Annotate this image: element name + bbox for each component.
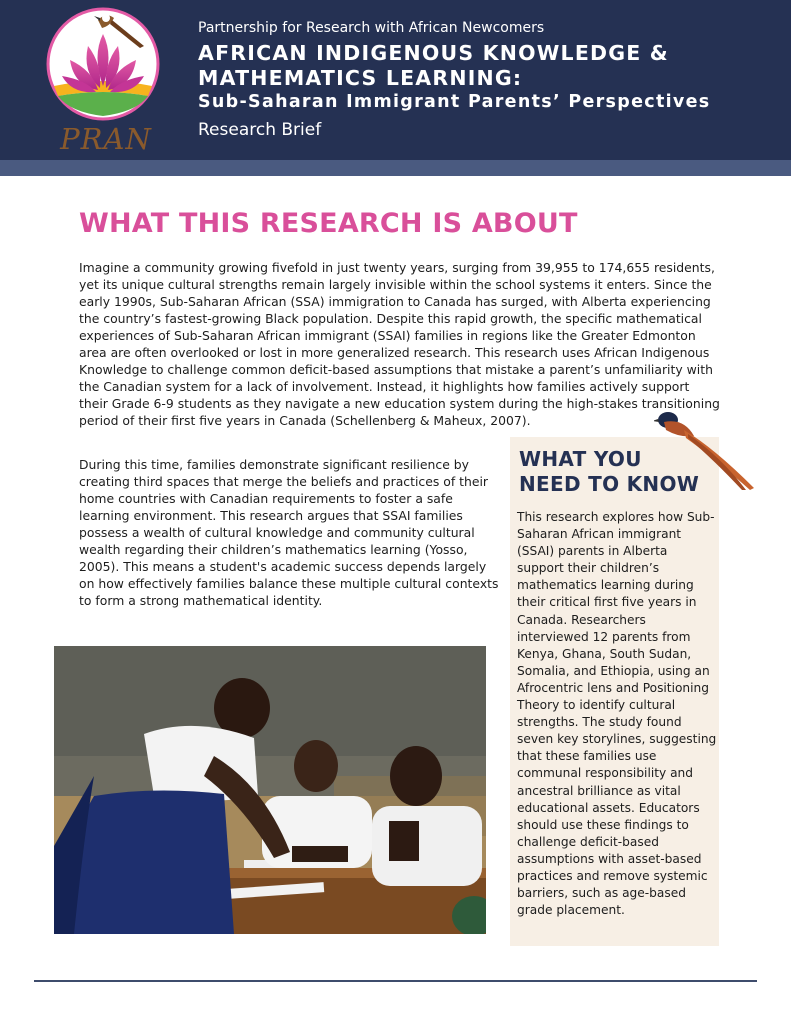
sidebar-summary: This research explores how Sub-Saharan African immigrant (SSAI) parents in Alberta support their children’s mathematics learning during their critical first five years in Canada. Researchers interviewed 12 parents from Kenya, Ghana, South Sudan, Somalia, and Ethiopia, using an Afrocentric lens and Positioning Theory to identify cultural strengths. The study found seven key storylines, suggesting that these families use communal responsibility and ancestral brilliance as vital educational assets. Educators should use these findings to challenge deficit-based assumptions with asset-based practices and remove systemic barriers, such as age-based grade placement. — [517, 510, 717, 918]
document-title — [198, 41, 778, 91]
footer-rule — [34, 980, 757, 982]
second-paragraph: During this time, families demonstrate significant resilience by creating third spaces that merge the beliefs and practices of their home countries with Canadian requirements to foster a safe learning environment. This research argues that SSAI families possess a wealth of cultural knowledge and community cultural wealth regarding their children’s mathematics learning (Yosso, 2005). This means a student's academic success depends largely on how effectively families balance these multiple cultural contexts to form a strong mathematical identity. — [79, 457, 499, 608]
title-line-2: MATHEMATICS LEARNING: — [198, 66, 523, 90]
document-type: Research Brief — [198, 120, 322, 140]
organization-name: Partnership for Research with African Newcomers — [198, 20, 545, 36]
header-banner — [0, 0, 791, 160]
sidebar-heading-line-2: NEED TO KNOW — [519, 472, 700, 496]
logo-wordmark: PRAN — [60, 122, 152, 156]
section-heading: WHAT THIS RESEARCH IS ABOUT — [79, 208, 578, 239]
classroom-photo — [54, 646, 486, 934]
header-divider-strip — [0, 160, 791, 176]
sidebar-heading-line-1: WHAT YOU — [519, 447, 642, 471]
intro-paragraph: Imagine a community growing fivefold in just twenty years, surging from 39,955 to 174,655 residents, yet its unique cultural strengths remain largely invisible within the school systems it enters. Since the early 1990s, Sub-Saharan African (SSA) immigration to Canada has surged, with Alberta experiencing the country’s fastest-growing Black population. Despite this rapid growth, the specific mathematical experiences of Sub-Saharan African immigrant (SSAI) families in regions like the Greater Edmonton area are often overlooked or lost in more generalized research. This research uses African Indigenous Knowledge to challenge common deficit-based assumptions that mistake a parent’s unfamiliarity with the Canadian system for a lack of involvement. Instead, it highlights how families actively support their Grade 6-9 students as they navigate a new education system during the high-stakes transitioning period of their first five years in Canada (Schellenberg & Maheux, 2007). — [79, 260, 720, 428]
document-subtitle: Sub-Saharan Immigrant Parents’ Perspectives — [198, 92, 711, 112]
key-facts-sidebar — [510, 437, 719, 946]
long-tailed-bird-icon — [654, 408, 758, 492]
classroom-students-icon — [54, 646, 486, 934]
title-line-1: AFRICAN INDIGENOUS KNOWLEDGE & — [198, 41, 669, 65]
